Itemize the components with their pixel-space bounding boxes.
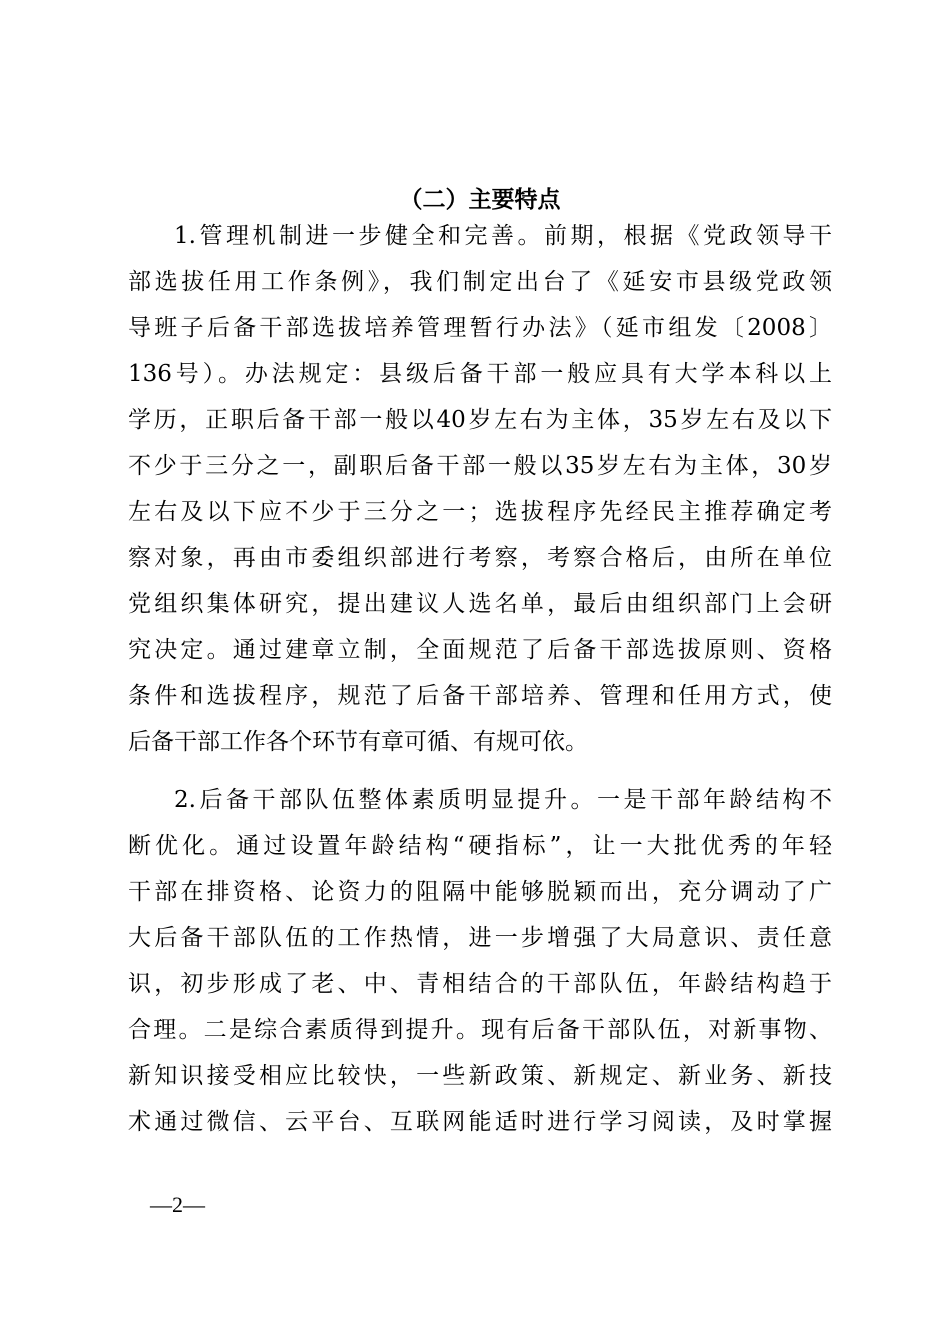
paragraph-line: 导班子后备干部选拔培养管理暂行办法》（延市组发〔2008〕 (128, 315, 832, 341)
paragraph-line: 左右及以下应不少于三分之一；选拔程序先经民主推荐确定考 (128, 499, 832, 525)
paragraph-line: 部选拔任用工作条例》，我们制定出台了《延安市县级党政领 (128, 269, 832, 295)
paragraph-line: 条件和选拔程序，规范了后备干部培养、管理和任用方式，使 (128, 683, 832, 709)
paragraph-line: 究决定。通过建章立制，全面规范了后备干部选拔原则、资格 (128, 637, 832, 663)
paragraph-line: 学历，正职后备干部一般以40岁左右为主体，35岁左右及以下 (128, 407, 832, 433)
paragraph-line: 后备干部工作各个环节有章可循、有规可依。 (128, 729, 588, 755)
paragraph-line: 合理。二是综合素质得到提升。现有后备干部队伍，对新事物、 (128, 1017, 832, 1043)
paragraph-line: 136号）。办法规定：县级后备干部一般应具有大学本科以上 (128, 361, 832, 387)
paragraph-line: 察对象，再由市委组织部进行考察，考察合格后，由所在单位 (128, 545, 832, 571)
paragraph-line: 不少于三分之一，副职后备干部一般以35岁左右为主体，30岁 (128, 453, 832, 479)
paragraph-line: 新知识接受相应比较快，一些新政策、新规定、新业务、新技 (128, 1063, 832, 1089)
section-heading: （二）主要特点 (399, 186, 561, 213)
paragraph-line: 术通过微信、云平台、互联网能适时进行学习阅读，及时掌握 (128, 1109, 832, 1135)
paragraph-line: 大后备干部队伍的工作热情，进一步增强了大局意识、责任意 (128, 925, 832, 951)
paragraph-line: 1.管理机制进一步健全和完善。前期，根据《党政领导干 (174, 223, 832, 249)
paragraph-line: 断优化。通过设置年龄结构“硬指标”，让一大批优秀的年轻 (128, 833, 832, 859)
page-number: —2— (150, 1192, 205, 1217)
paragraph-line: 党组织集体研究，提出建议人选名单，最后由组织部门上会研 (128, 591, 832, 617)
paragraph-line: 2.后备干部队伍整体素质明显提升。一是干部年龄结构不 (174, 787, 832, 813)
paragraph-line: 识，初步形成了老、中、青相结合的干部队伍，年龄结构趋于 (128, 971, 832, 997)
paragraph-line: 干部在排资格、论资力的阻隔中能够脱颖而出，充分调动了广 (128, 879, 832, 905)
